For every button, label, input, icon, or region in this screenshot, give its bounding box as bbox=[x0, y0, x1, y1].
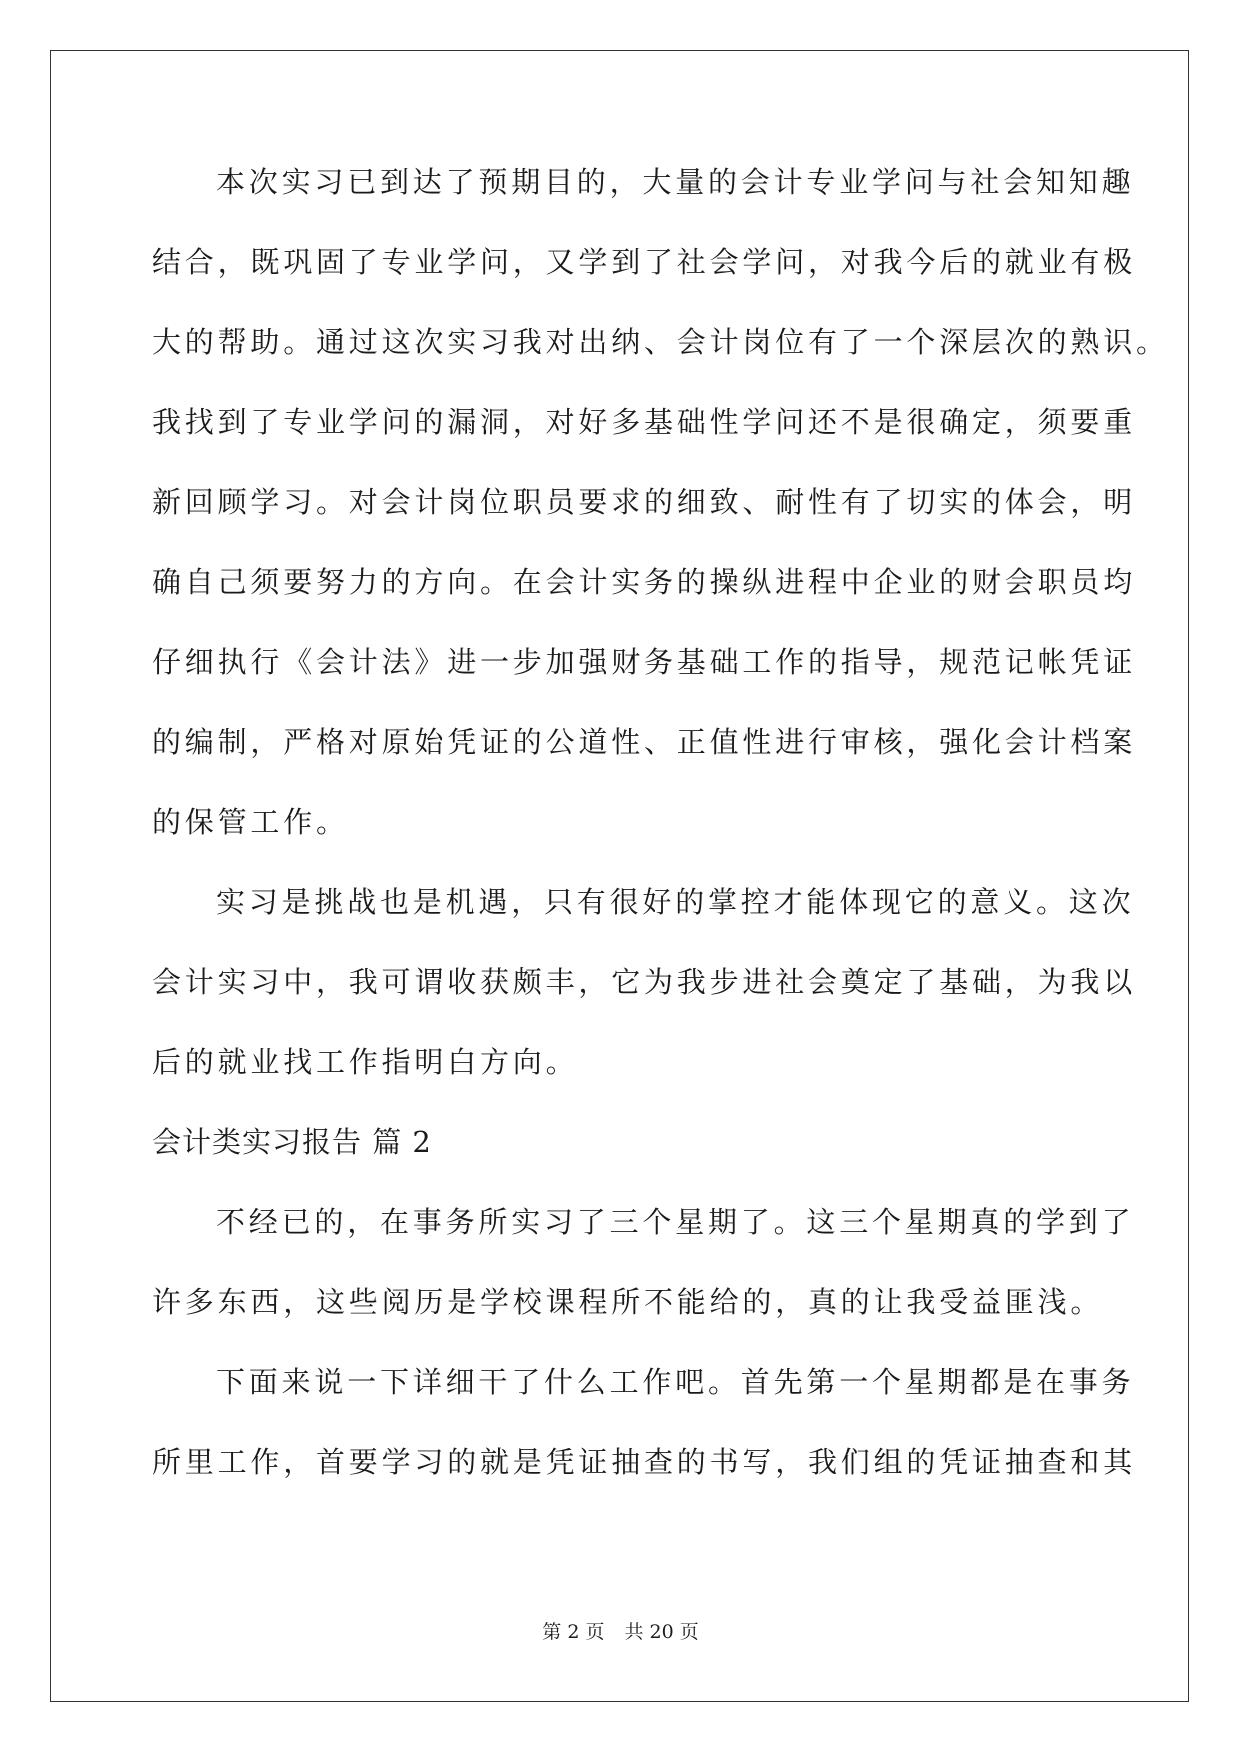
page-footer bbox=[0, 1620, 1241, 1644]
text-line: 下面来说一下详细干了什么工作吧。首先第一个星期都是在事务 bbox=[216, 1365, 1135, 1399]
page-number: 第 2 页 bbox=[542, 1621, 605, 1643]
text-line: 的保管工作。 bbox=[152, 805, 349, 839]
text-line: 不经已的，在事务所实习了三个星期了。这三个星期真的学到了 bbox=[216, 1205, 1135, 1239]
text-line: 大的帮助。通过这次实习我对出纳、会计岗位有了一个深层次的熟识。 bbox=[152, 325, 1169, 359]
text-line: 确自己须要努力的方向。在会计实务的操纵进程中企业的财会职员均 bbox=[152, 565, 1137, 599]
text-line: 后的就业找工作指明白方向。 bbox=[152, 1045, 579, 1079]
text-line: 会计实习中，我可谓收获颇丰，它为我步进社会奠定了基础，为我以 bbox=[152, 965, 1137, 999]
text-line: 我找到了专业学问的漏洞，对好多基础性学问还不是很确定，须要重 bbox=[152, 405, 1137, 439]
document-body bbox=[152, 162, 1169, 1522]
section-heading: 会计类实习报告 篇 2 bbox=[152, 1125, 432, 1159]
text-line: 的编制，严格对原始凭证的公道性、正值性进行审核，强化会计档案 bbox=[152, 725, 1137, 759]
text-line: 仔细执行《会计法》进一步加强财务基础工作的指导，规范记帐凭证 bbox=[152, 645, 1137, 679]
text-line: 许多东西，这些阅历是学校课程所不能给的，真的让我受益匪浅。 bbox=[152, 1285, 1104, 1319]
text-line: 实习是挑战也是机遇，只有很好的掌控才能体现它的意义。这次 bbox=[216, 885, 1135, 919]
page-total: 共 20 页 bbox=[624, 1621, 699, 1643]
text-line: 结合，既巩固了专业学问，又学到了社会学问，对我今后的就业有极 bbox=[152, 245, 1137, 279]
text-line: 所里工作，首要学习的就是凭证抽查的书写，我们组的凭证抽查和其 bbox=[152, 1445, 1137, 1479]
text-line: 本次实习已到达了预期目的，大量的会计专业学问与社会知知趣 bbox=[216, 165, 1135, 199]
text-line: 新回顾学习。对会计岗位职员要求的细致、耐性有了切实的体会，明 bbox=[152, 485, 1137, 519]
